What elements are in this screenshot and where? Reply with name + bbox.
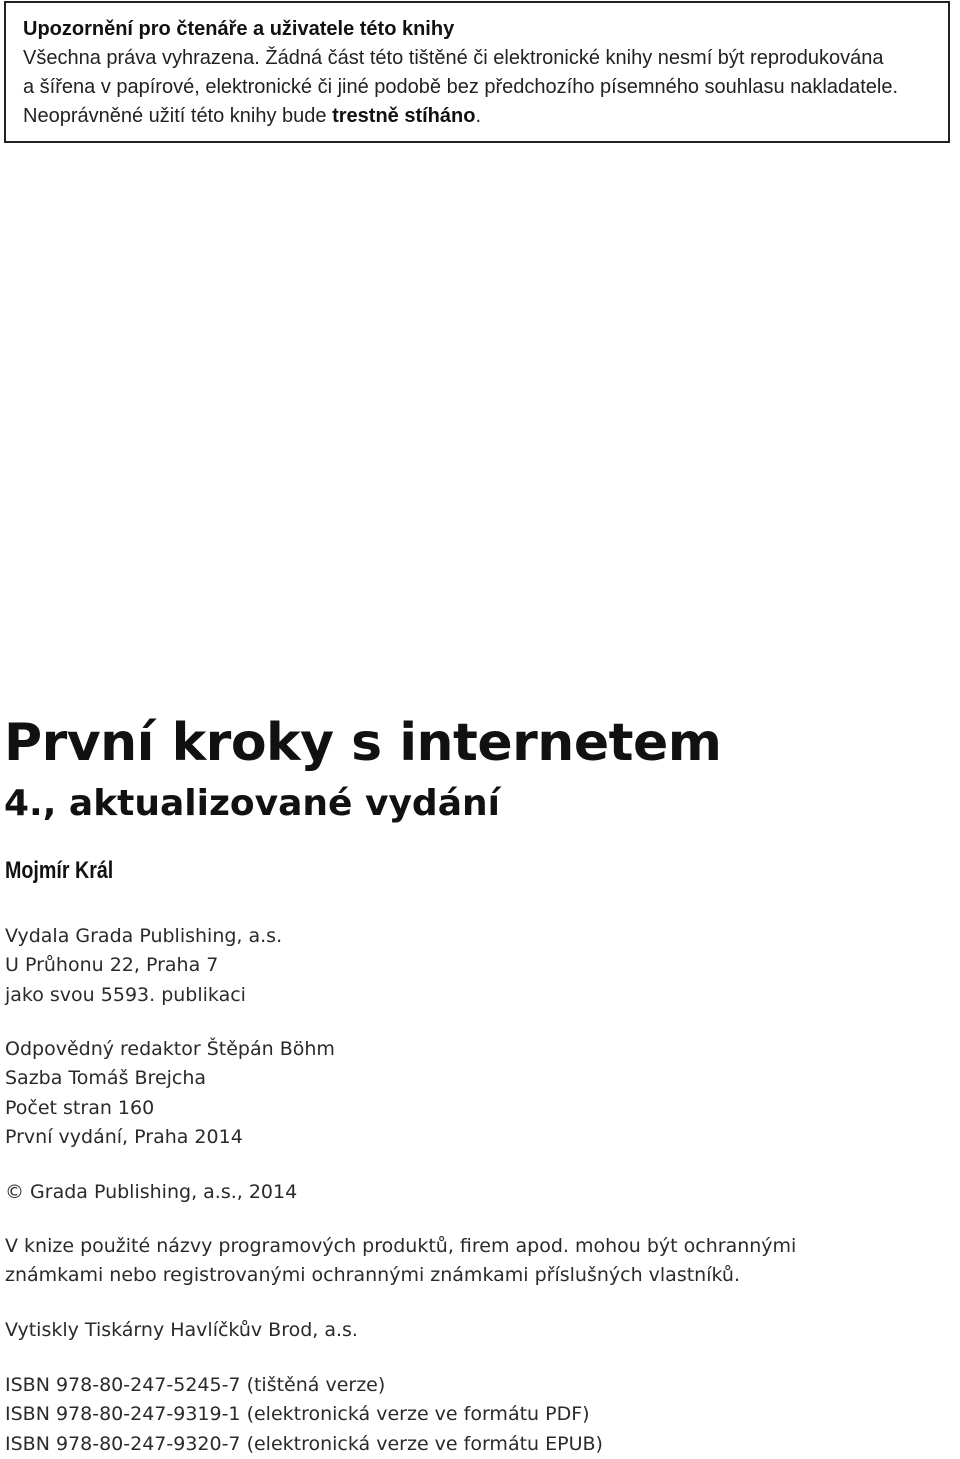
credits-block <box>5 1035 945 1152</box>
printer-line: Vytiskly Tiskárny Havlíčkův Brod, a.s. <box>5 1319 358 1341</box>
publication-number: jako svou 5593. publikaci <box>5 983 246 1006</box>
book-title: První kroky s internetem <box>4 713 722 773</box>
trademark-block <box>5 1232 945 1291</box>
edition-info: První vydání, Praha 2014 <box>5 1125 243 1148</box>
copyright-notice-box <box>4 1 950 143</box>
publisher-block <box>5 922 945 1010</box>
isbn-block <box>5 1371 945 1459</box>
notice-line-3 <box>23 102 948 131</box>
notice-line-3-bold: trestně stíháno <box>332 105 476 127</box>
notice-line-3-suffix: . <box>475 105 482 127</box>
isbn-print: ISBN 978-80-247-5245-7 (tištěná verze) <box>5 1374 386 1396</box>
book-subtitle: 4., aktualizované vydání <box>4 783 500 824</box>
notice-line-2: a šířena v papírové, elektronické či jiné podobě bez předchozího písemného souhlasu nakladatele. <box>23 76 899 98</box>
copyright-block <box>5 1178 945 1207</box>
trademark-line-2: známkami nebo registrovanými ochrannými známkami příslušných vlastníků. <box>5 1264 740 1287</box>
book-author: Mojmír Král <box>5 857 114 884</box>
notice-title: Upozornění pro čtenáře a uživatele této knihy <box>23 18 455 40</box>
publisher-address: U Průhonu 22, Praha 7 <box>5 954 219 977</box>
isbn-epub: ISBN 978-80-247-9320-7 (elektronická verze ve formátu EPUB) <box>5 1432 603 1455</box>
isbn-pdf: ISBN 978-80-247-9319-1 (elektronická verze ve formátu PDF) <box>5 1403 590 1426</box>
notice-line-1: Všechna práva vyhrazena. Žádná část této tištěné či elektronické knihy nesmí být reprodukována <box>23 47 884 69</box>
editor-credit: Odpovědný redaktor Štěpán Böhm <box>5 1038 335 1060</box>
copyright-line: © Grada Publishing, a.s., 2014 <box>5 1181 298 1203</box>
page-count: Počet stran 160 <box>5 1096 155 1119</box>
published-by: Vydala Grada Publishing, a.s. <box>5 925 283 947</box>
printer-block <box>5 1316 945 1345</box>
trademark-line-1: V knize použité názvy programových produktů, firem apod. mohou být ochrannými <box>5 1235 797 1257</box>
notice-line-3-prefix: Neoprávněné užití této knihy bude <box>23 105 333 127</box>
typesetting-credit: Sazba Tomáš Brejcha <box>5 1067 207 1090</box>
